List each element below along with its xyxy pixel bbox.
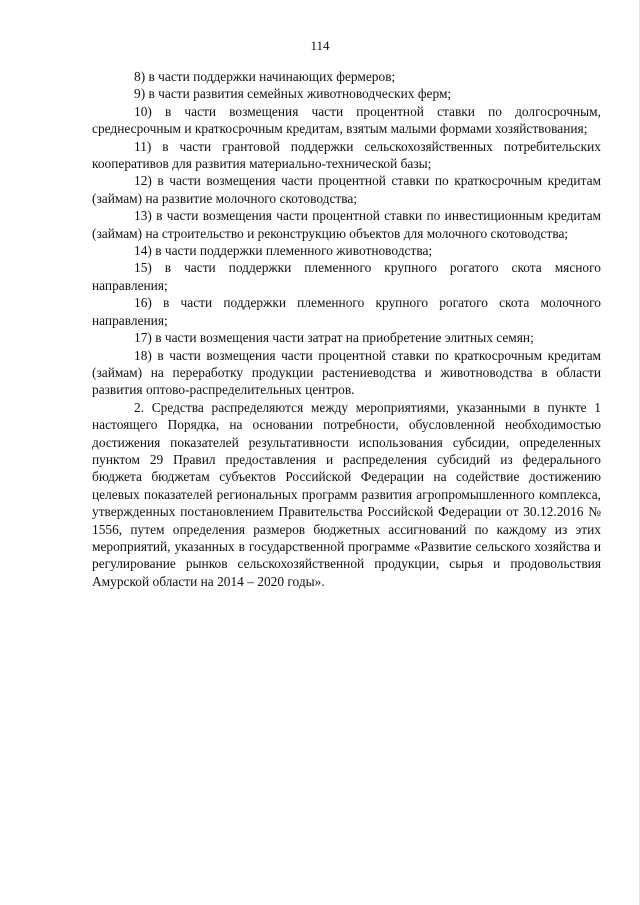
list-item: 15) в части поддержки племенного крупного рогатого скота мясного направления; bbox=[92, 260, 601, 293]
document-body bbox=[92, 68, 601, 590]
page-number: 114 bbox=[310, 38, 330, 53]
list-item: 16) в части поддержки племенного крупного рогатого скота молочного направления; bbox=[92, 295, 601, 328]
list-item: 8) в части поддержки начинающих фермеров; bbox=[134, 69, 396, 84]
list-item: 12) в части возмещения части процентной ставки по краткосрочным кредитам (займам) на развитие молочного скотоводства; bbox=[92, 173, 601, 206]
paragraph-2: 2. Средства распределяются между мероприятиями, указанными в пункте 1 настоящего Порядка, на основании потребности, обусловленной необходимостью достижения показателей результативности использования субсидии, определенных пунктом 29 Правил предоставления и распределения субсидий из федерального бюджета бюджетам субъектов Российской Федерации на содействие достижению целевых показателей региональных программ развития агропромышленного комплекса, утвержденных постановлением Правительства Российской Федерации от 30.12.2016 № 1556, путем определения размеров бюджетных ассигнований по каждому из этих мероприятий, указанных в государственной программе «Развитие сельского хозяйства и регулирование рынков сельскохозяйственной продукции, сырья и продовольствия Амурской области на 2014 – 2020 годы». bbox=[92, 399, 601, 589]
list-item: 13) в части возмещения части процентной ставки по инвестиционным кредитам (займам) на строительство и реконструкцию объектов для молочного скотоводства; bbox=[92, 208, 601, 241]
list-item: 18) в части возмещения части процентной ставки по краткосрочным кредитам (займам) на переработку продукции растениеводства и животноводства в области развития оптово-распределительных центров. bbox=[92, 347, 601, 398]
list-item: 11) в части грантовой поддержки сельскохозяйственных потребительских кооперативов для развития материально-технической базы; bbox=[92, 138, 601, 172]
list-item: 17) в части возмещения части затрат на приобретение элитных семян; bbox=[134, 330, 534, 346]
list-item: 9) в части развития семейных животноводческих ферм; bbox=[134, 86, 452, 102]
list-item: 10) в части возмещения части процентной ставки по долгосрочным, среднесрочным и краткосрочным кредитам, взятым малыми формами хозяйствования; bbox=[92, 103, 601, 137]
list-item: 14) в части поддержки племенного животноводства; bbox=[134, 243, 433, 259]
